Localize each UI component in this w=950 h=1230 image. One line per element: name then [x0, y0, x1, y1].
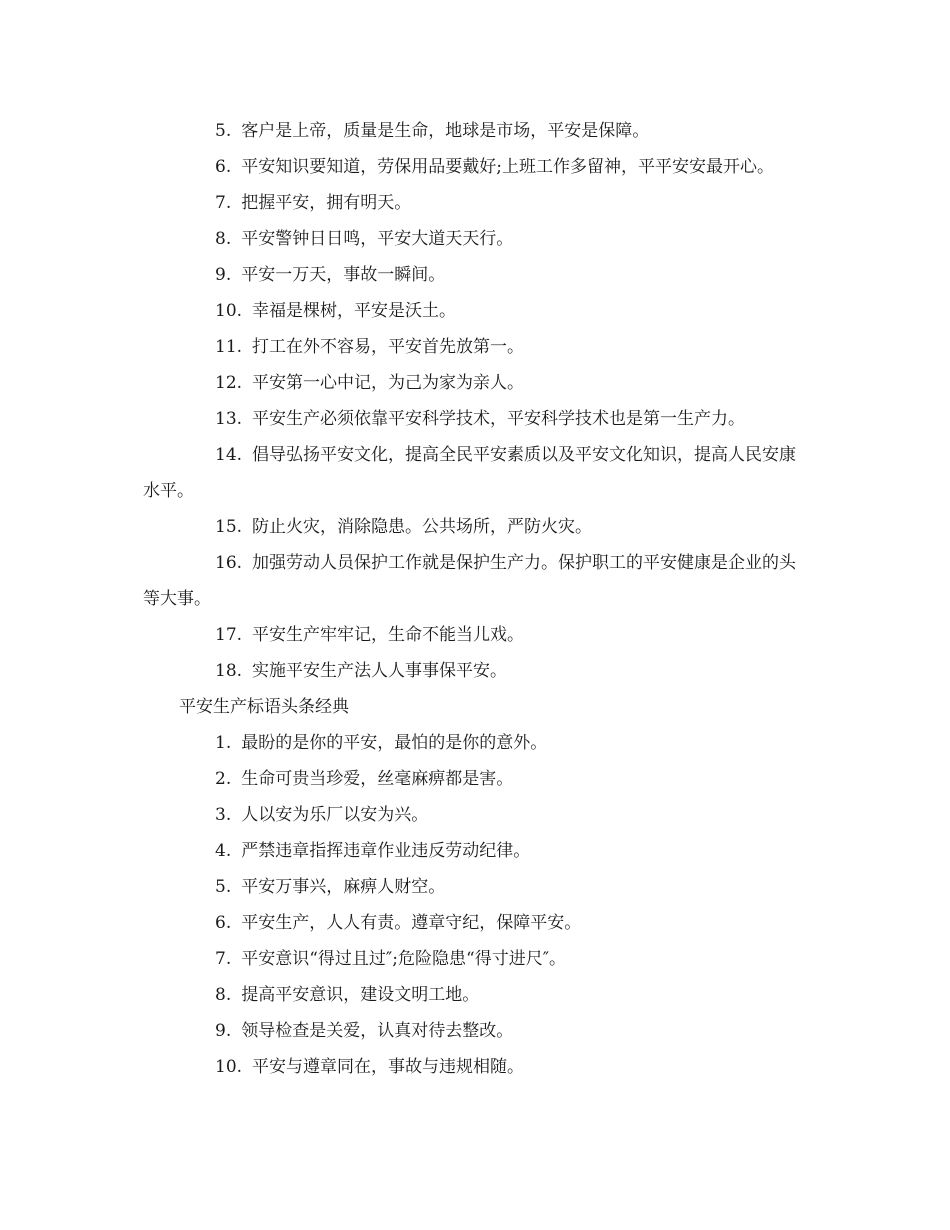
item-text: 平安生产必须依靠平安科学技术，平安科学技术也是第一生产力。	[252, 409, 746, 429]
item-text: 平安生产，人人有责。遵章守纪，保障平安。	[241, 913, 582, 933]
item-number: 11.	[215, 337, 243, 357]
list-item	[143, 509, 808, 545]
list-item	[143, 365, 808, 401]
item-text: 平安一万天，事故一瞬间。	[241, 265, 446, 285]
list-item	[143, 1049, 808, 1085]
item-text: 人以安为乐厂以安为兴。	[241, 805, 429, 825]
list-item	[143, 725, 808, 761]
item-text: 领导检查是关爱，认真对待去整改。	[241, 1021, 514, 1041]
item-text: 打工在外不容易，平安首先放第一。	[252, 337, 525, 357]
item-number: 8.	[215, 985, 232, 1005]
item-text: 平安与遵章同在，事故与违规相随。	[252, 1057, 525, 1077]
item-number: 9.	[215, 265, 232, 285]
list-item	[143, 329, 808, 365]
item-text: 防止火灾，消除隐患。公共场所，严防火灾。	[252, 517, 593, 537]
item-text: 平安意识“得过且过″;危险隐患“得寸进尺″。	[241, 949, 567, 969]
list-item	[143, 437, 808, 509]
item-number: 18.	[215, 661, 243, 681]
list-item	[143, 833, 808, 869]
item-text: 生命可贵当珍爱，丝毫麻痹都是害。	[241, 769, 514, 789]
list-item	[143, 905, 808, 941]
list-item	[143, 293, 808, 329]
item-number: 2.	[215, 769, 232, 789]
item-number: 15.	[215, 517, 243, 537]
item-text: 幸福是棵树，平安是沃土。	[252, 301, 457, 321]
list-item	[143, 149, 808, 185]
item-number: 6.	[215, 157, 232, 177]
item-number: 7.	[215, 949, 232, 969]
list-item	[143, 797, 808, 833]
item-text: 平安第一心中记，为己为家为亲人。	[252, 373, 525, 393]
item-number: 1.	[215, 733, 232, 753]
list-item	[143, 761, 808, 797]
list-item	[143, 653, 808, 689]
item-number: 8.	[215, 229, 232, 249]
list-item	[143, 545, 808, 617]
item-number: 10.	[215, 301, 243, 321]
list-item	[143, 617, 808, 653]
item-text: 严禁违章指挥违章作业违反劳动纪律。	[241, 841, 531, 861]
item-text: 加强劳动人员保护工作就是保护生产力。保护职工的平安健康是企业的头等大事。	[143, 553, 797, 609]
document-body	[143, 113, 808, 1085]
item-text: 平安万事兴，麻痹人财空。	[241, 877, 446, 897]
item-number: 13.	[215, 409, 243, 429]
list-item	[143, 941, 808, 977]
item-text: 平安知识要知道，劳保用品要戴好;上班工作多留神，平平安安最开心。	[241, 157, 774, 177]
item-text: 客户是上帝，质量是生命，地球是市场，平安是保障。	[241, 121, 650, 141]
item-text: 提高平安意识，建设文明工地。	[241, 985, 480, 1005]
item-number: 14.	[215, 445, 243, 465]
item-number: 9.	[215, 1021, 232, 1041]
item-text: 把握平安，拥有明天。	[241, 193, 412, 213]
item-number: 10.	[215, 1057, 243, 1077]
list-item	[143, 113, 808, 149]
item-text: 最盼的是你的平安，最怕的是你的意外。	[241, 733, 548, 753]
item-number: 12.	[215, 373, 243, 393]
item-number: 5.	[215, 877, 232, 897]
item-number: 17.	[215, 625, 243, 645]
item-number: 5.	[215, 121, 232, 141]
item-text: 倡导弘扬平安文化，提高全民平安素质以及平安文化知识，提高人民安康水平。	[143, 445, 797, 501]
item-text: 平安生产牢牢记，生命不能当儿戏。	[252, 625, 525, 645]
list-item	[143, 221, 808, 257]
list-item	[143, 1013, 808, 1049]
item-number: 3.	[215, 805, 232, 825]
item-number: 7.	[215, 193, 232, 213]
item-text: 平安警钟日日鸣，平安大道天天行。	[241, 229, 514, 249]
list-item	[143, 257, 808, 293]
list-item	[143, 977, 808, 1013]
list-item	[143, 401, 808, 437]
item-number: 6.	[215, 913, 232, 933]
item-number: 16.	[215, 553, 243, 573]
item-number: 4.	[215, 841, 232, 861]
list-item	[143, 185, 808, 221]
list-item	[143, 869, 808, 905]
section-heading: 平安生产标语头条经典	[179, 697, 349, 717]
item-text: 实施平安生产法人人事事保平安。	[252, 661, 508, 681]
